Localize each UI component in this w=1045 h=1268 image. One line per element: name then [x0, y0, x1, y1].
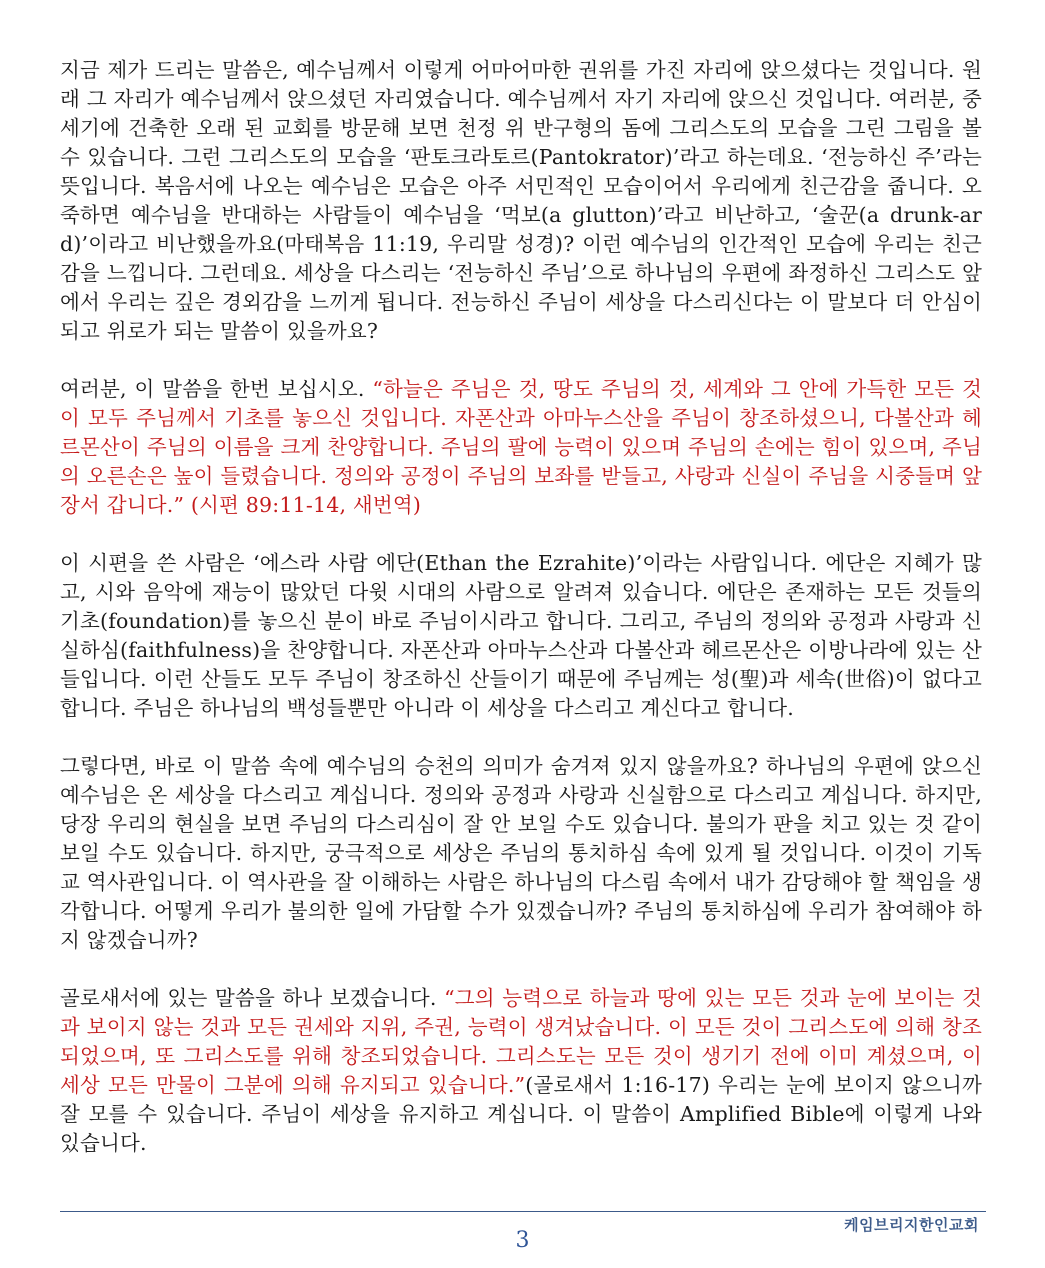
scripture-quote: “그의 능력으로 하늘과 땅에 있는 모든 것과 눈에 보이는 것과 보이지 않는 것과 모든 권세와 지위, 주권, 능력이 생겨났습니다. 이 모든 것이 그리스도에 의해 창조되었으며, 또 그리스도를 위해 창조되었습니다. 그리스도는 모든 것이 생기기 전에 이미 계셨으며, 이 세상 모든 만물이 그분에 의해 유지되고 있습니다.” [60, 986, 982, 1097]
paragraph [60, 752, 982, 955]
paragraph-lead: 골로새서에 있는 말씀을 하나 보겠습니다. [60, 986, 445, 1010]
paragraph-lead: 여러분, 이 말씀을 한번 보십시오. [60, 377, 373, 401]
document-body [60, 56, 982, 1158]
paragraph [60, 549, 982, 723]
footer-organization: 케임브리지한인교회 [844, 1216, 979, 1234]
page-number: 3 [515, 1228, 530, 1253]
paragraph-text: 그렇다면, 바로 이 말씀 속에 예수님의 승천의 의미가 숨겨져 있지 않을까요? 하나님의 우편에 앉으신 예수님은 온 세상을 다스리고 계십니다. 정의와 공정과 사랑과 신실함으로 다스리고 계십니다. 하지만, 당장 우리의 현실을 보면 주님의 다스리심이 잘 안 보일 수도 있습니다. 불의가 판을 치고 있는 것 같이 보일 수도 있습니다. 하지만, 궁극적으로 세상은 주님의 통치하심 속에 있게 될 것입니다. 이것이 기독교 역사관입니다. 이 역사관을 잘 이해하는 사람은 하나님의 다스림 속에서 내가 감당해야 할 책임을 생각합니다. 어떻게 우리가 불의한 일에 가담할 수가 있겠습니까? 주님의 통치하심에 우리가 참여해야 하지 않겠습니까? [60, 754, 982, 952]
paragraph-text: 지금 제가 드리는 말씀은, 예수님께서 이렇게 어마어마한 권위를 가진 자리에 앉으셨다는 것입니다. 원래 그 자리가 예수님께서 앉으셨던 자리였습니다. 예수님께서 자기 자리에 앉으신 것입니다. 여러분, 중세기에 건축한 오래 된 교회를 방문해 보면 천정 위 반구형의 돔에 그리스도의 모습을 그린 그림을 볼 수 있습니다. 그런 그리스도의 모습을 ‘판토크라토르(Pantokrator)’라고 하는데요. ‘전능하신 주’라는 뜻입니다. 복음서에 나오는 예수님은 모습은 아주 서민적인 모습이어서 우리에게 친근감을 줍니다. 오죽하면 예수님을 반대하는 사람들이 예수님을 ‘먹보(a glutton)’라고 비난하고, ‘술꾼(a drunk-ard)’이라고 비난했을까요(마태복음 11:19, 우리말 성경)? 이런 예수님의 인간적인 모습에 우리는 친근감을 느낍니다. 그런데요. 세상을 다스리는 ‘전능하신 주님’으로 하나님의 우편에 좌정하신 그리스도 앞에서 우리는 깊은 경외감을 느끼게 됩니다. 전능하신 주님이 세상을 다스리신다는 이 말보다 더 안심이 되고 위로가 되는 말씀이 있을까요? [60, 58, 982, 343]
paragraph [60, 56, 982, 346]
footer-divider [60, 1211, 986, 1212]
paragraph [60, 375, 982, 520]
paragraph-tail: (골로새서 1:16-17) 우리는 눈에 보이지 않으니까 잘 모를 수 있습니다. 주님이 세상을 유지하고 계십니다. 이 말씀이 Amplified Bible에 이렇게 나와 있습니다. [60, 1073, 982, 1155]
paragraph-text: 이 시편을 쓴 사람은 ‘에스라 사람 에단(Ethan the Ezrahite)’이라는 사람입니다. 에단은 지혜가 많고, 시와 음악에 재능이 많았던 다윗 시대의 사람으로 알려져 있습니다. 에단은 존재하는 모든 것들의 기초(foundation)를 놓으신 분이 바로 주님이시라고 합니다. 그리고, 주님의 정의와 공정과 사랑과 신실하심(faithfulness)을 찬양합니다. 자폰산과 아마누스산과 다볼산과 헤르몬산은 이방나라에 있는 산들입니다. 이런 산들도 모두 주님이 창조하신 산들이기 때문에 주님께는 성(聖)과 세속(世俗)이 없다고 합니다. 주님은 하나님의 백성들뿐만 아니라 이 세상을 다스리고 계신다고 합니다. [60, 551, 982, 720]
paragraph [60, 984, 982, 1158]
scripture-quote: “하늘은 주님은 것, 땅도 주님의 것, 세계와 그 안에 가득한 모든 것이 모두 주님께서 기초를 놓으신 것입니다. 자폰산과 아마누스산을 주님이 창조하셨으니, 다볼산과 헤르몬산이 주님의 이름을 크게 찬양합니다. 주님의 팔에 능력이 있으며 주님의 손에는 힘이 있으며, 주님의 오른손은 높이 들렸습니다. 정의와 공정이 주님의 보좌를 받들고, 사랑과 신실이 주님을 시중들며 앞장서 갑니다.” (시편 89:11-14, 새번역) [60, 377, 982, 517]
